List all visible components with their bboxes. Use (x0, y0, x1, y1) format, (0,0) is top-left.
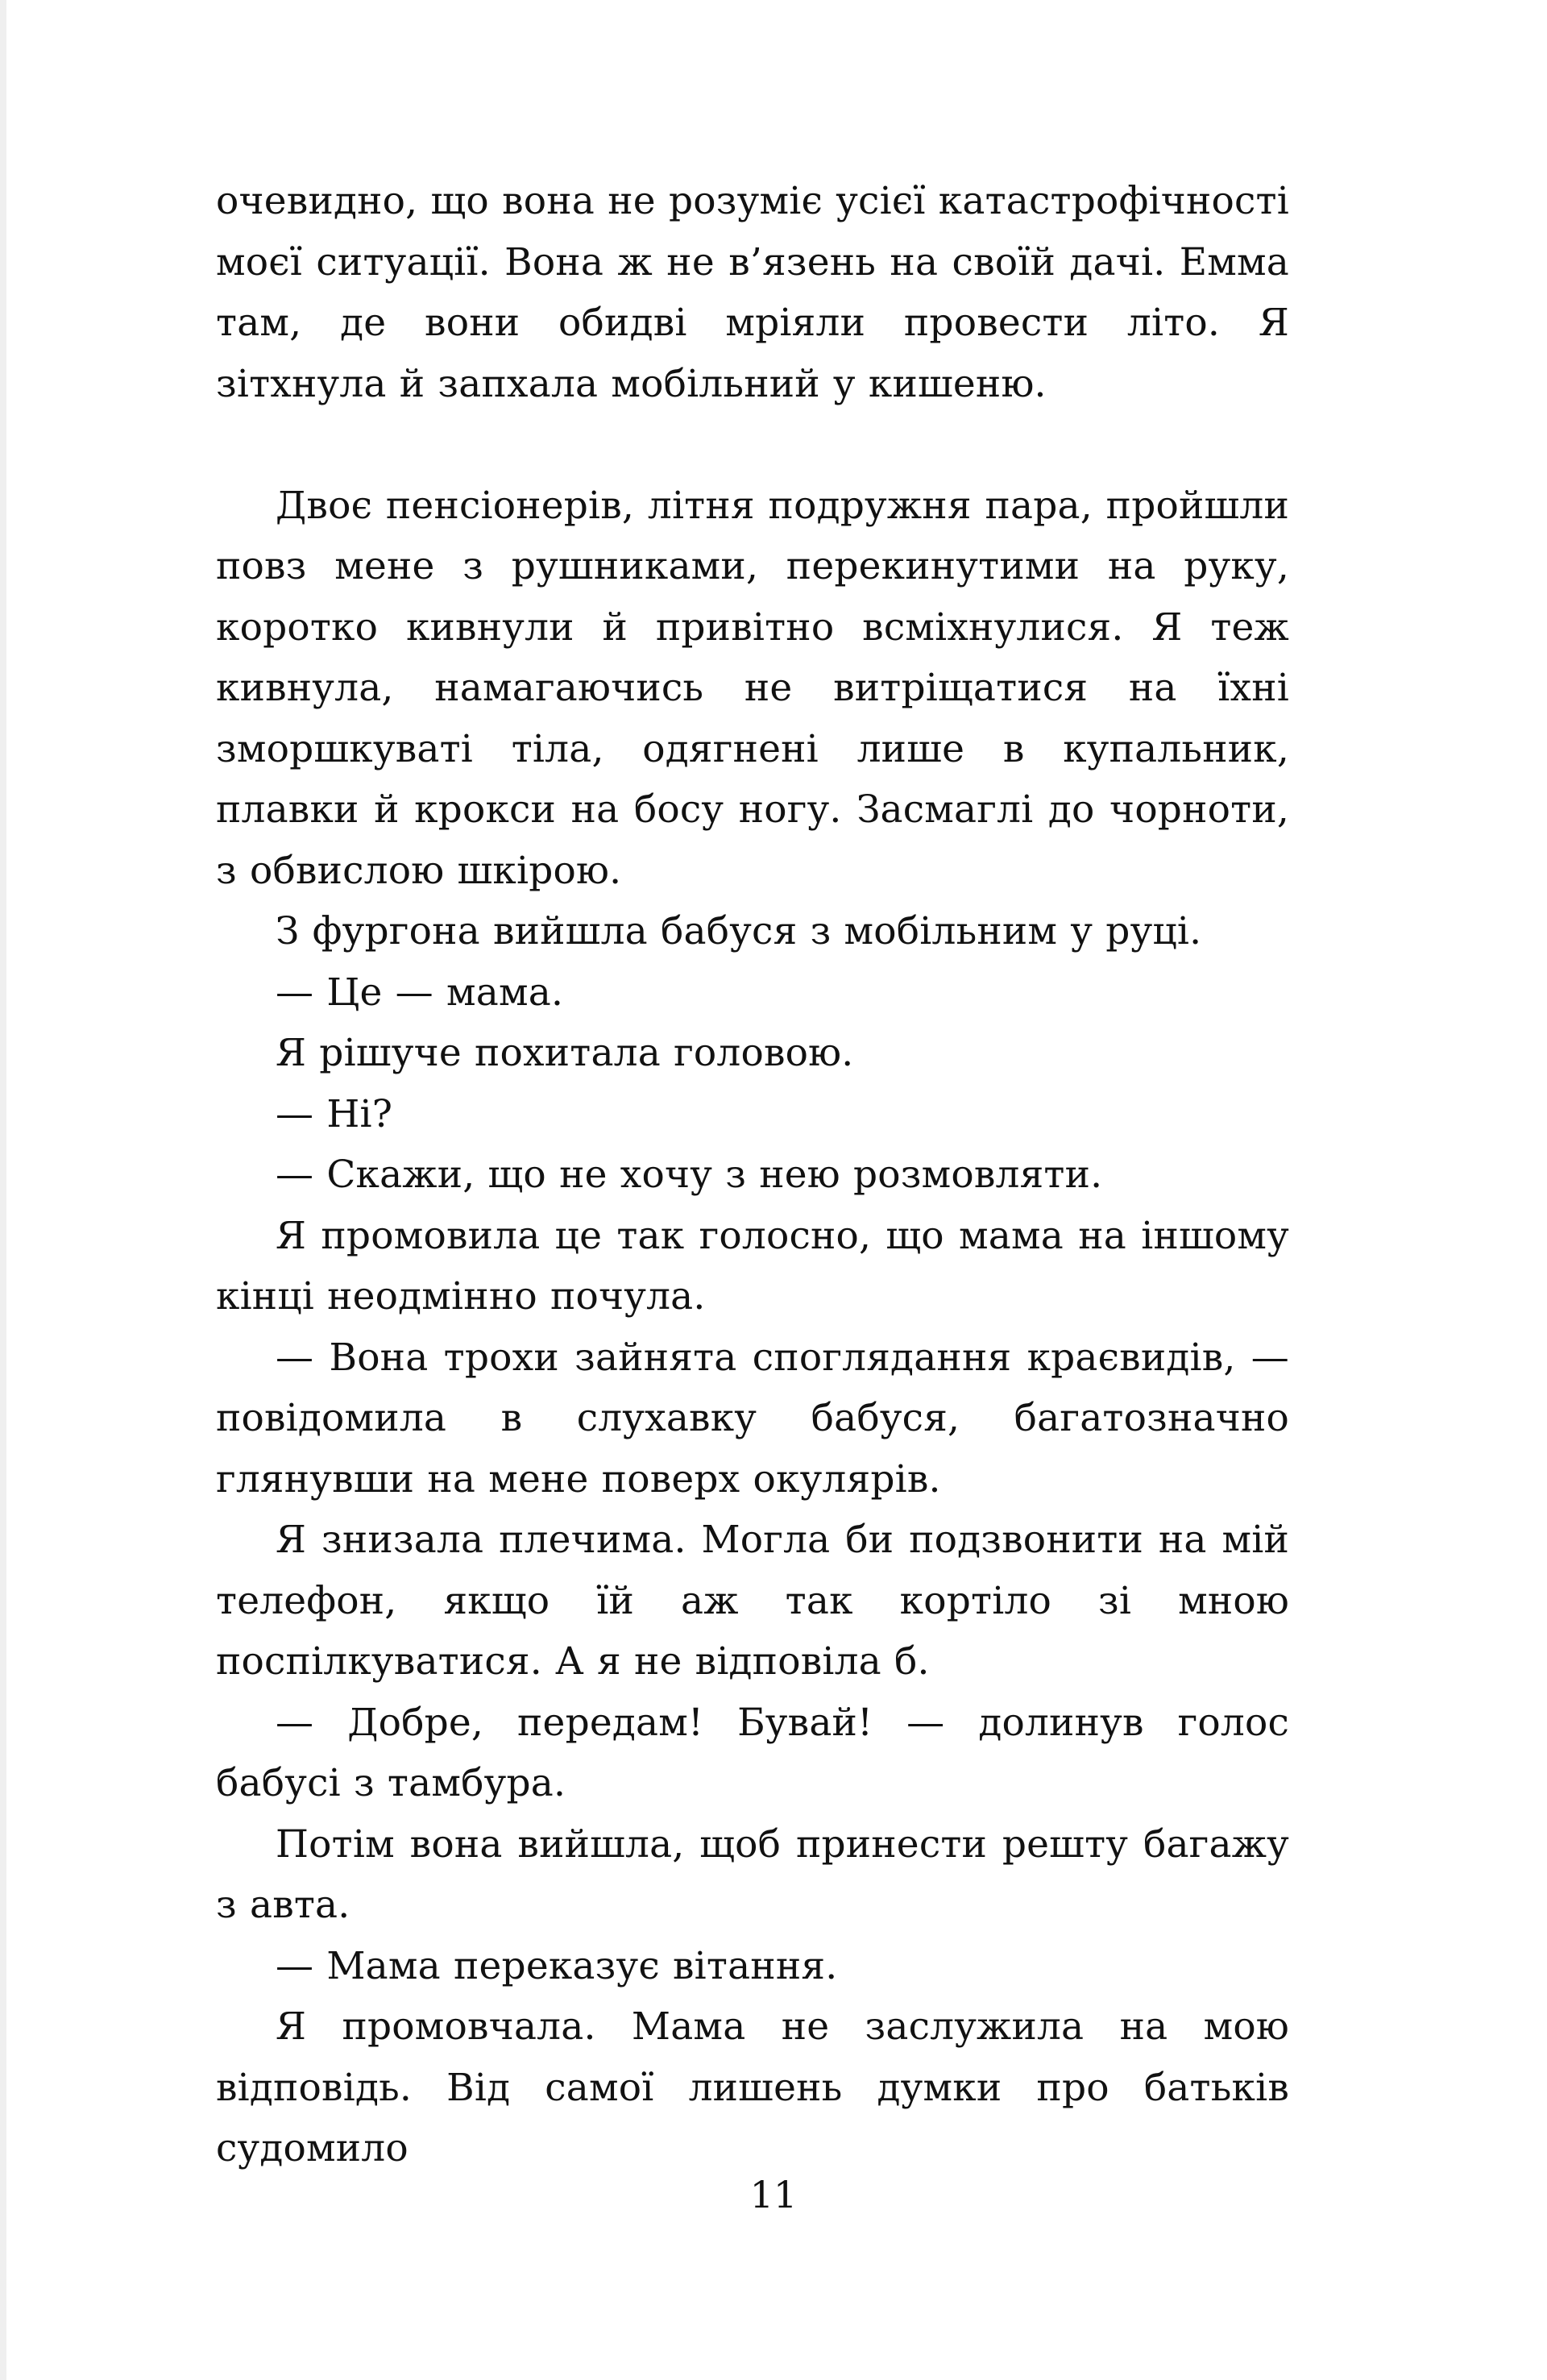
paragraph-continuation: очевидно, що вона не розуміє усієї катастрофічності моєї ситуації. Вона ж не в’язень на своїй дачі. Емма там, де вони обидві мріяли провести літо. Я зітхнула й запхала мобільний у кишеню. (216, 179, 1289, 406)
paragraph: Потім вона вийшла, щоб принести решту багажу з авта. (216, 1821, 1289, 1927)
dialogue-line: — Ні? (276, 1091, 393, 1136)
paragraph: Я промовчала. Мама не заслужила на мою відповідь. Від самої лишень думки про батьків судомило (216, 2004, 1289, 2170)
body-text (216, 171, 1289, 2179)
paragraph: Я рішуче похитала головою. (276, 1031, 854, 1075)
dialogue-line: — Вона трохи зайнята споглядання краєвидів, — повідомила в слухавку бабуся, багатозначно глянувши на мене поверх окулярів. (216, 1335, 1289, 1502)
page-number: 11 (749, 2173, 798, 2216)
paragraph: Я знизала плечима. Могла би подзвонити на мій телефон, якщо їй аж так кортіло зі мною поспілкуватися. А я не відповіла б. (216, 1518, 1289, 1684)
paragraph: Двоє пенсіонерів, літня подружня пара, пройшли повз мене з рушниками, перекинутими на руку, коротко кивнули й привітно всміхнулися. Я теж кивнула, намагаючись не витріщатися на їхні зморшкуваті тіла, одягнені лише в купальник, плавки й крокси на босу ногу. Засмаглі до чорноти, з обвислою шкірою. (216, 483, 1289, 893)
dialogue-line: — Це — мама. (276, 970, 564, 1015)
dialogue-line: — Мама переказує вітання. (276, 1943, 838, 1988)
paragraph: З фургона вийшла бабуся з мобільним у руці. (276, 909, 1202, 953)
section-break (216, 414, 1289, 476)
paragraph: Я промовила це так голосно, що мама на іншому кінці неодмінно почула. (216, 1213, 1289, 1319)
dialogue-line: — Скажи, що не хочу з нею розмовляти. (276, 1153, 1103, 1197)
dialogue-line: — Добре, передам! Бувай! — долинув голос бабусі з тамбура. (216, 1700, 1289, 1805)
page-edge-shadow (0, 0, 6, 2380)
